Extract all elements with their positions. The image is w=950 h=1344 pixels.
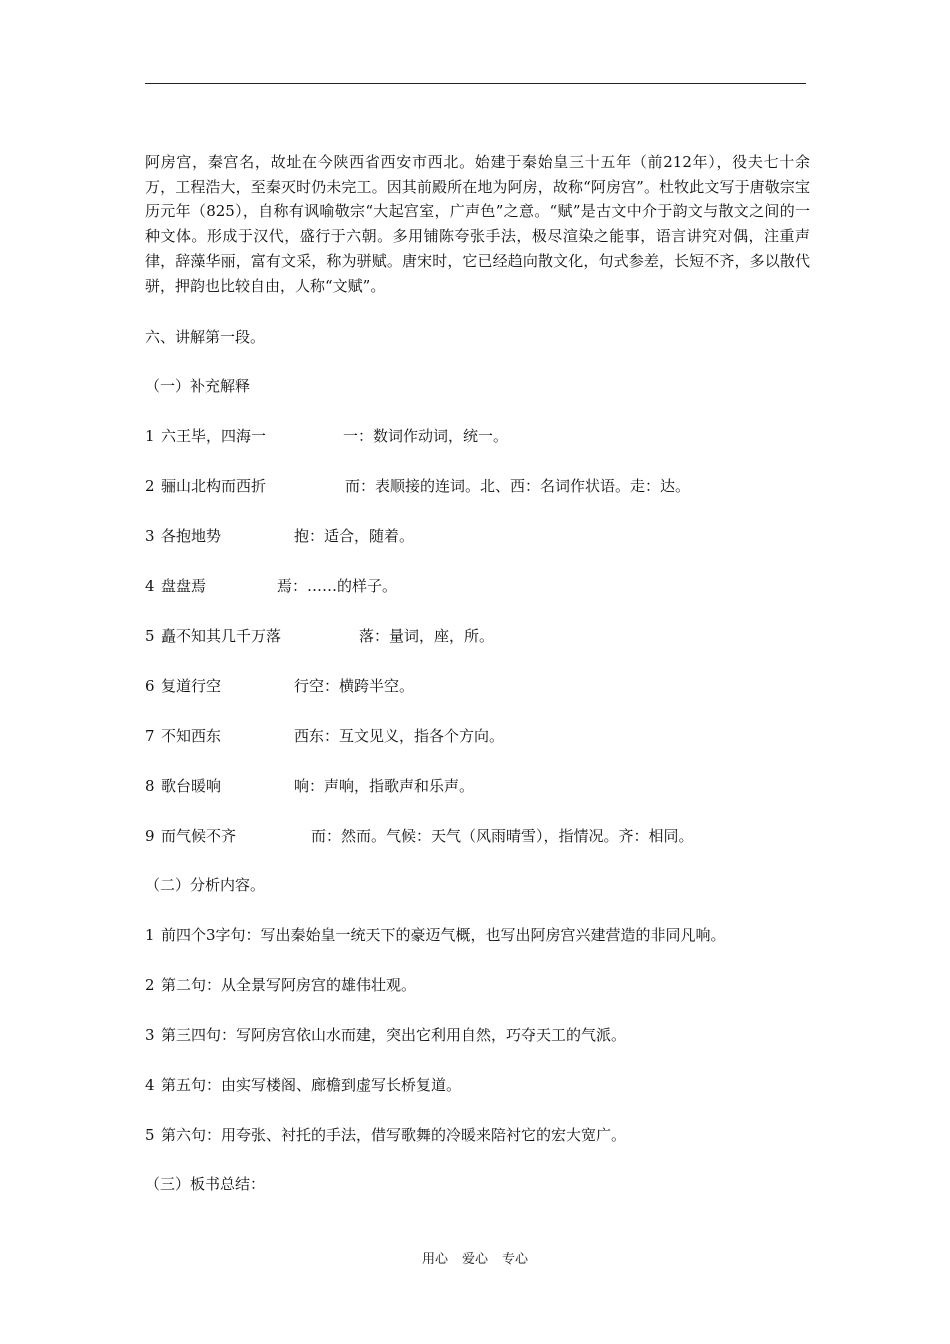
document-body (145, 150, 810, 1193)
item-number: 5 (145, 627, 155, 645)
item-gloss: 焉：……的样子。 (277, 577, 398, 595)
item-term: 而气候不齐 (161, 827, 237, 845)
subsection-heading-3: （三）板书总结： (145, 1175, 266, 1193)
item-text: 前四个3字句：写出秦始皇一统天下的豪迈气概，也写出阿房宫兴建营造的非同凡响。 (161, 926, 726, 944)
item-term: 各抱地势 (161, 527, 222, 545)
explanation-item (145, 824, 694, 848)
item-number: 9 (145, 827, 155, 845)
explanation-item (145, 724, 505, 748)
item-gloss: 一：数词作动词，统一。 (343, 427, 509, 445)
item-term: 复道行空 (161, 677, 222, 695)
analysis-item (145, 923, 726, 947)
item-number: 4 (145, 577, 155, 595)
explanation-item (145, 624, 495, 648)
analysis-item (145, 1123, 626, 1147)
explanation-item (145, 774, 475, 798)
item-gloss: 抱：适合，随着。 (294, 527, 415, 545)
subsection-heading-1: （一）补充解释 (145, 377, 251, 395)
item-number: 6 (145, 677, 155, 695)
explanation-item (145, 524, 415, 548)
explanation-item (145, 674, 415, 698)
footer-word: 专心 (502, 1252, 529, 1267)
item-number: 4 (145, 1076, 155, 1094)
item-term: 矗不知其几千万落 (161, 627, 282, 645)
item-text: 第三四句：写阿房宫依山水而建，突出它利用自然，巧夺天工的气派。 (161, 1026, 627, 1044)
item-term: 骊山北构而西折 (161, 477, 267, 495)
item-number: 2 (145, 976, 155, 994)
subsection-heading-2: （二）分析内容。 (145, 876, 266, 894)
item-gloss: 而：表顺接的连词。北、西：名词作状语。走：达。 (345, 477, 691, 495)
item-number: 3 (145, 527, 155, 545)
item-gloss: 落：量词，座，所。 (359, 627, 495, 645)
item-number: 3 (145, 1026, 155, 1044)
footer-word: 用心 (421, 1252, 448, 1267)
section-heading: 六、讲解第一段。 (145, 328, 266, 346)
explanation-item (145, 574, 398, 598)
explanation-item (145, 424, 509, 448)
item-number: 1 (145, 926, 155, 944)
analysis-item (145, 1073, 461, 1097)
item-term: 盘盘焉 (161, 577, 207, 595)
item-term: 六王毕，四海一 (161, 427, 267, 445)
page-footer (0, 1248, 950, 1267)
analysis-item (145, 1023, 626, 1047)
item-number: 8 (145, 777, 155, 795)
footer-word: 爱心 (461, 1252, 488, 1267)
intro-paragraph: 阿房宫，秦宫名，故址在今陕西省西安市西北。始建于秦始皇三十五年（前212年），役夫七十余万，工程浩大，至秦灭时仍未完工。因其前殿所在地为阿房，故称“阿房宫”。杜牧此文写于唐敬宗宝历元年（825），自称有讽喻敬宗“大起宫室，广声色”之意。“赋”是古文中介于韵文与散文之间的一种文体。形成于汉代，盛行于六朝。多用铺陈夸张手法，极尽渲染之能事，语言讲究对偶，注重声律，辞藻华丽，富有文采，称为骈赋。唐宋时，它已经趋向散文化，句式参差，长短不齐，多以散代骈，押韵也比较自由，人称“文赋”。 (145, 153, 810, 295)
item-number: 2 (145, 477, 155, 495)
item-gloss: 行空：横跨半空。 (294, 677, 415, 695)
analysis-item (145, 973, 416, 997)
explanation-item (145, 474, 691, 498)
item-number: 7 (145, 727, 155, 745)
item-number: 1 (145, 427, 155, 445)
item-gloss: 而：然而。气候：天气（风雨晴雪），指情况。齐：相同。 (311, 827, 694, 845)
item-term: 歌台暖响 (161, 777, 222, 795)
item-number: 5 (145, 1126, 155, 1144)
item-text: 第二句：从全景写阿房宫的雄伟壮观。 (161, 976, 417, 994)
item-text: 第五句：由实写楼阁、廊檐到虚写长桥复道。 (161, 1076, 462, 1094)
header-rule (145, 83, 806, 84)
item-gloss: 响：声响，指歌声和乐声。 (294, 777, 475, 795)
item-text: 第六句：用夸张、衬托的手法，借写歌舞的冷暖来陪衬它的宏大宽广。 (161, 1126, 627, 1144)
item-term: 不知西东 (161, 727, 222, 745)
item-gloss: 西东：互文见义，指各个方向。 (294, 727, 505, 745)
